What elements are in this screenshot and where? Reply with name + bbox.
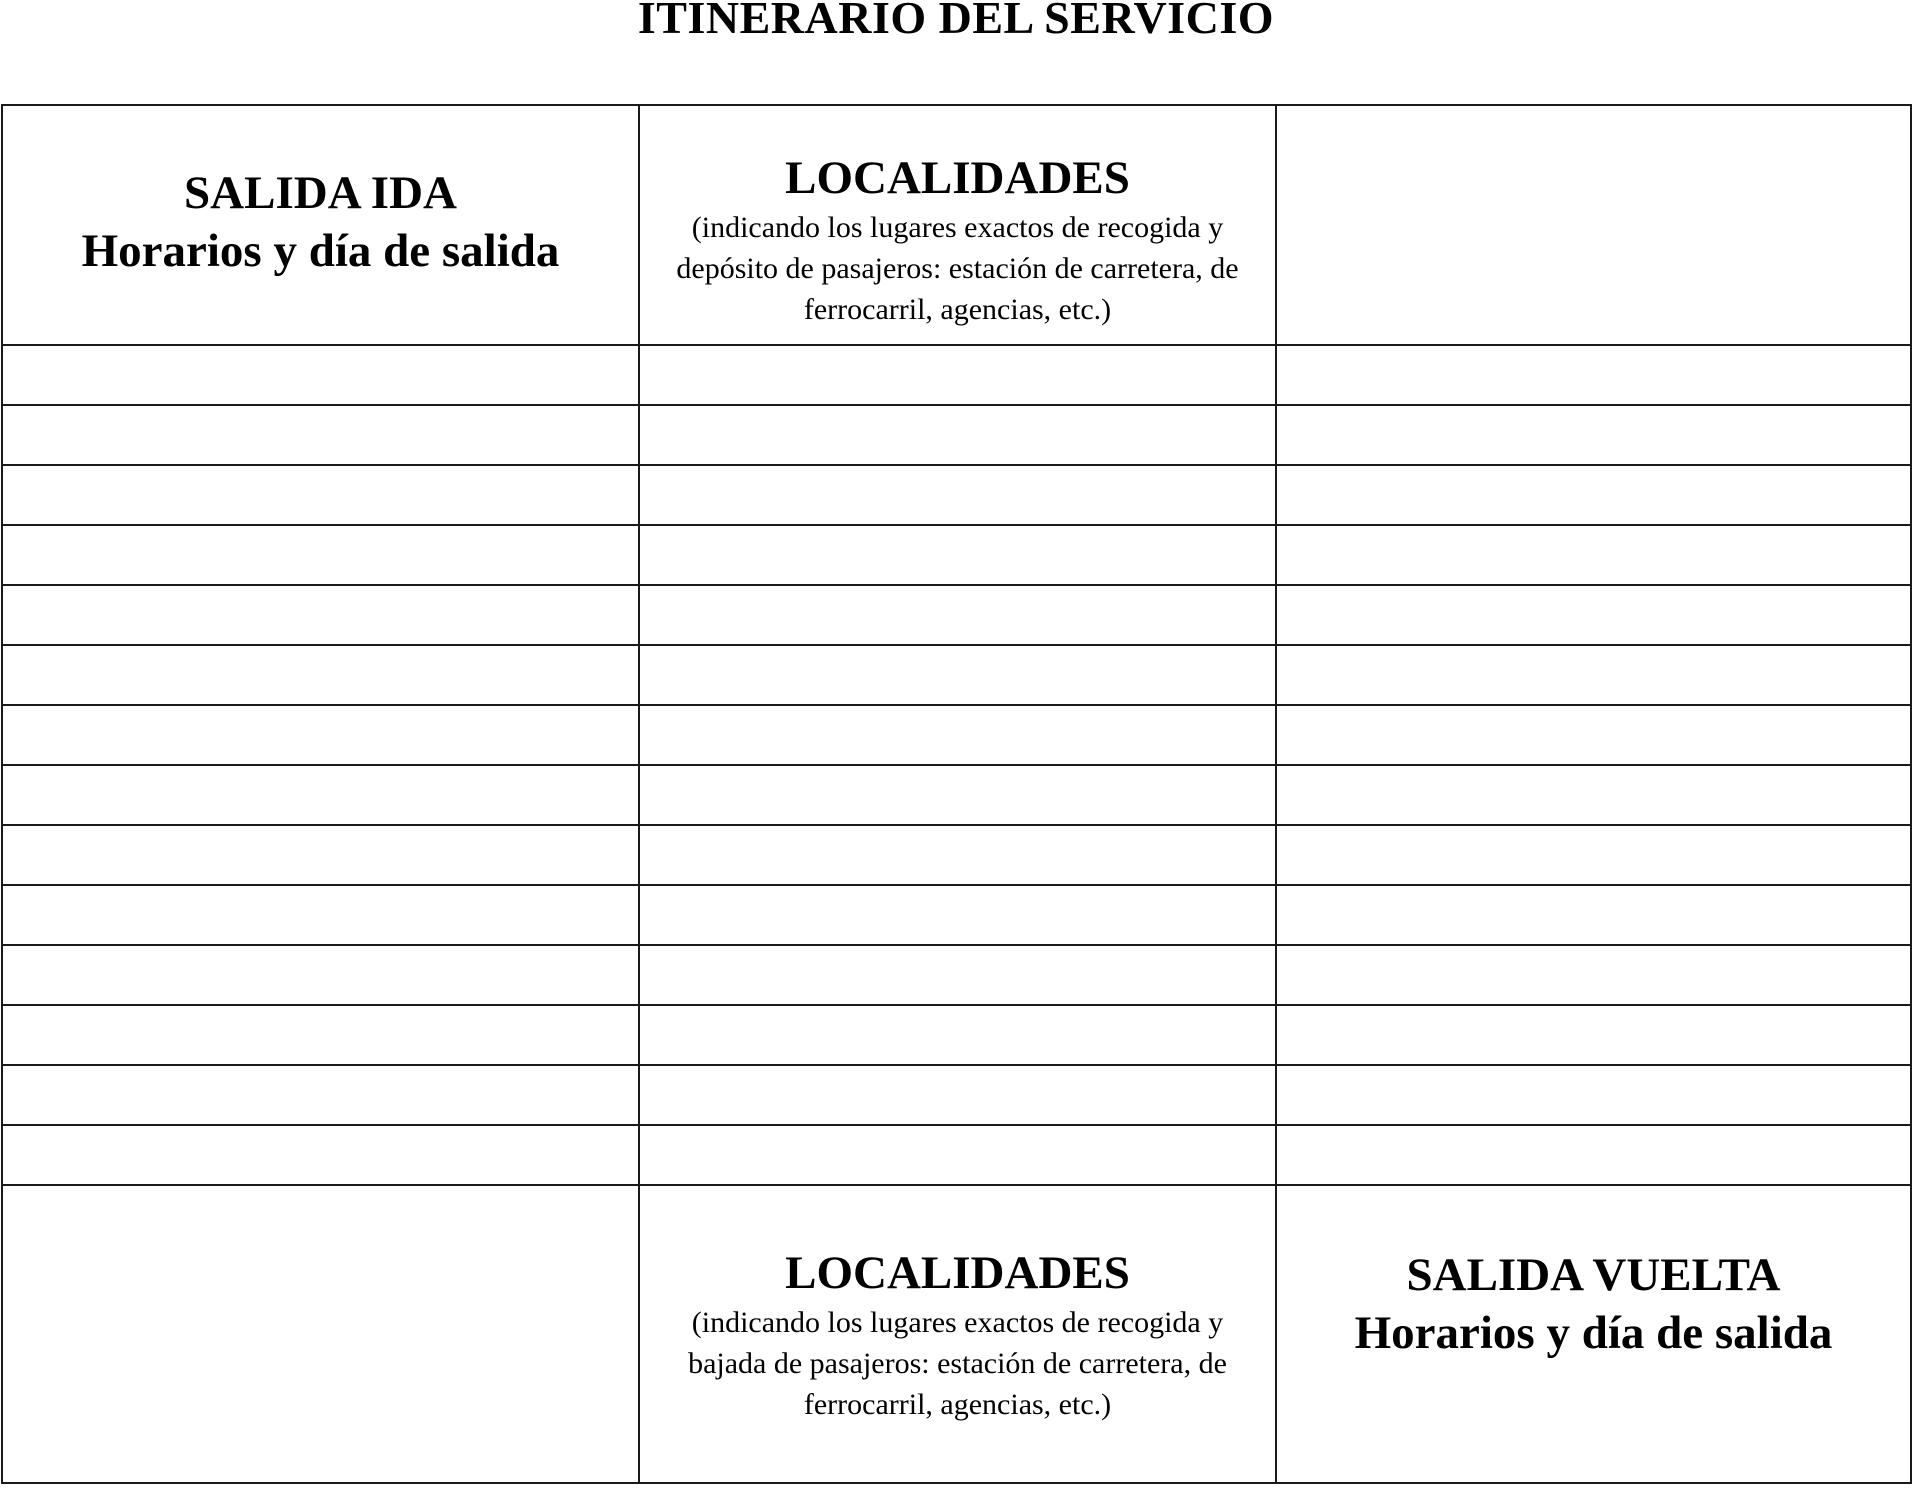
table-cell[interactable] [2,765,639,825]
table-row [2,825,1911,885]
table-cell[interactable] [639,585,1276,645]
localidades-footer-cell [639,1185,1276,1483]
table-cell[interactable] [1276,1005,1911,1065]
table-row [2,525,1911,585]
table-row [2,1065,1911,1125]
table-row [2,885,1911,945]
table-cell[interactable] [2,345,639,405]
localidades-footer-note: (indicando los lugares exactos de recogida y bajada de pasajeros: estación de carretera, de ferrocarril, agencias, etc.) [688,1305,1227,1421]
table-cell[interactable] [639,705,1276,765]
salida-vuelta-subtitle: Horarios y día de salida [1354,1307,1833,1359]
table-cell[interactable] [2,1065,639,1125]
salida-ida-title: SALIDA IDA [184,167,457,219]
table-cell[interactable] [2,465,639,525]
table-cell[interactable] [639,465,1276,525]
salida-vuelta-title: SALIDA VUELTA [1406,1249,1781,1301]
table-cell[interactable] [639,945,1276,1005]
table-cell[interactable] [2,705,639,765]
table-cell[interactable] [639,525,1276,585]
table-row [2,945,1911,1005]
table-cell[interactable] [639,825,1276,885]
table-row [2,705,1911,765]
table-cell[interactable] [2,1005,639,1065]
table-cell[interactable] [1276,585,1911,645]
document-title: ITINERARIO DEL SERVICIO [637,0,1275,43]
table-row [2,645,1911,705]
table-cell[interactable] [2,405,639,465]
table-cell[interactable] [1276,885,1911,945]
footer-blank-cell[interactable] [2,1185,639,1483]
table-cell[interactable] [1276,345,1911,405]
localidades-header-note: (indicando los lugares exactos de recogida y depósito de pasajeros: estación de carretera, de ferrocarril, agencias, etc.) [676,210,1239,326]
table-cell[interactable] [639,1005,1276,1065]
table-cell[interactable] [639,765,1276,825]
table-cell[interactable] [1276,645,1911,705]
table-cell[interactable] [2,645,639,705]
table-row [2,465,1911,525]
table-cell[interactable] [1276,945,1911,1005]
table-row [2,765,1911,825]
table-cell[interactable] [2,825,639,885]
localidades-footer-title: LOCALIDADES [785,1246,1130,1299]
table-footer-row [2,1185,1911,1483]
table-cell[interactable] [1276,465,1911,525]
localidades-header-cell [639,105,1276,345]
table-cell[interactable] [1276,525,1911,585]
table-cell[interactable] [639,645,1276,705]
salida-ida-header-cell [2,105,639,345]
table-cell[interactable] [639,345,1276,405]
table-cell[interactable] [1276,1065,1911,1125]
table-body [2,345,1911,1185]
table-row [2,1125,1911,1185]
table-cell[interactable] [639,885,1276,945]
table-row [2,345,1911,405]
table-cell[interactable] [2,585,639,645]
salida-vuelta-footer-cell [1276,1185,1911,1483]
table-cell[interactable] [1276,825,1911,885]
table-row [2,585,1911,645]
table-row [2,1005,1911,1065]
table-cell[interactable] [639,1125,1276,1185]
table-cell[interactable] [1276,765,1911,825]
table-cell[interactable] [2,1125,639,1185]
table-cell[interactable] [2,945,639,1005]
table-header-row [2,105,1911,345]
header-blank-cell[interactable] [1276,105,1911,345]
table-cell[interactable] [2,525,639,585]
table-cell[interactable] [2,885,639,945]
table-cell[interactable] [639,405,1276,465]
table-cell[interactable] [1276,1125,1911,1185]
salida-ida-subtitle: Horarios y día de salida [81,225,560,277]
table-cell[interactable] [1276,405,1911,465]
localidades-header-title: LOCALIDADES [785,151,1130,204]
itinerary-table [1,104,1912,1484]
table-cell[interactable] [1276,705,1911,765]
table-row [2,405,1911,465]
table-cell[interactable] [639,1065,1276,1125]
